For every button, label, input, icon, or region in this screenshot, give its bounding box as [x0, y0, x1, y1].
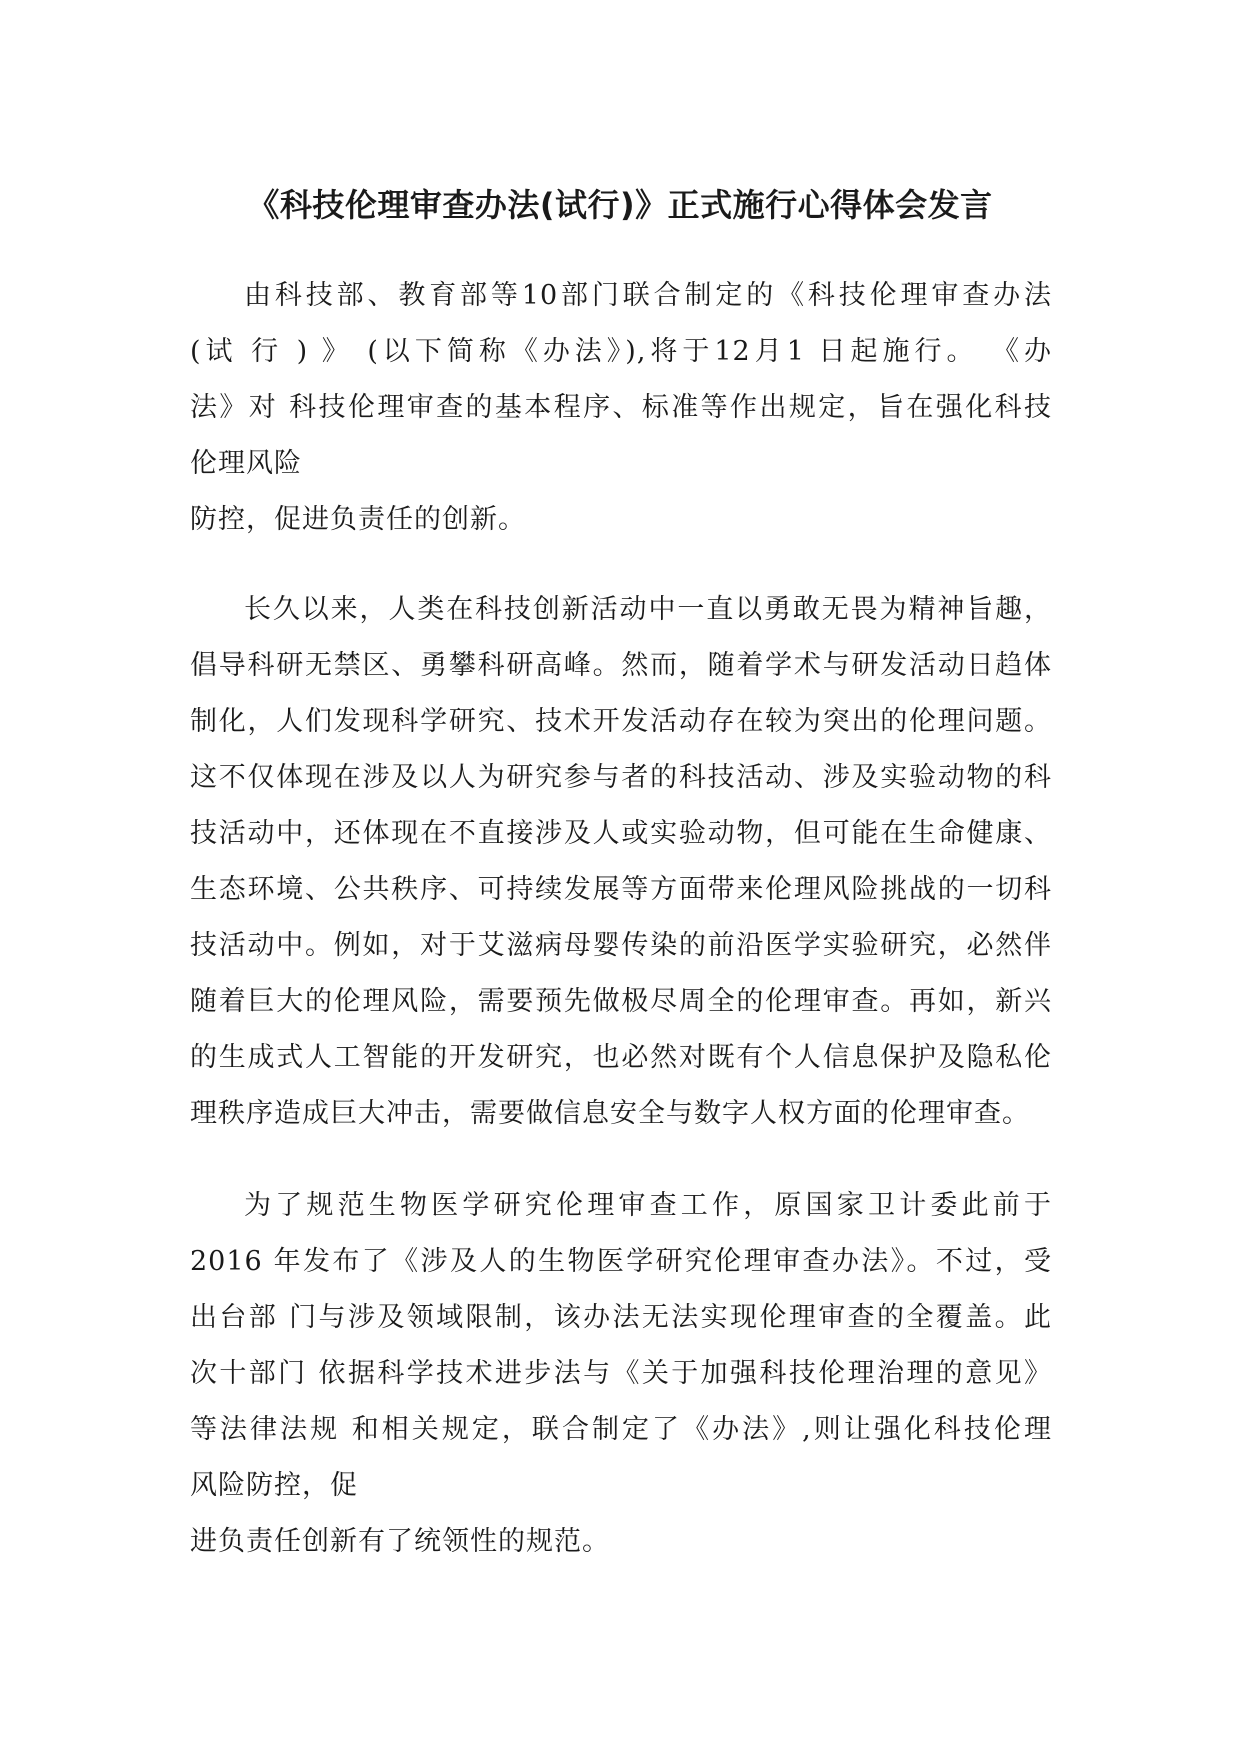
paragraph-2	[190, 582, 1052, 1142]
paragraph-line: 次十部门 依据科学技术进步法与《关于加强科技伦理治理的意见》	[190, 1358, 1052, 1389]
paragraph-line: 理秩序造成巨大冲击，需要做信息安全与数字人权方面的伦理审查。	[190, 1098, 1030, 1129]
paragraph-3	[190, 1178, 1052, 1570]
paragraph-line: 长久以来，人类在科技创新活动中一直以勇敢无畏为精神旨趣，	[244, 594, 1052, 625]
paragraph-line: 进负责任创新有了统领性的规范。	[190, 1526, 610, 1557]
paragraph-line: 法》对 科技伦理审查的基本程序、标准等作出规定，旨在强化科技	[190, 392, 1052, 423]
paragraph-line: 2016 年发布了《涉及人的生物医学研究伦理审查办法》。不过，受	[190, 1246, 1052, 1277]
paragraph-line: 技活动中。例如，对于艾滋病母婴传染的前沿医学实验研究，必然伴	[190, 930, 1052, 961]
paragraph-spacer	[190, 548, 1052, 582]
paragraph-line: 伦理风险	[190, 448, 302, 479]
paragraph-line: 由科技部、教育部等10部门联合制定的《科技伦理审查办法	[244, 280, 1052, 311]
document-body	[190, 268, 1052, 1570]
paragraph-line: 等法律法规 和相关规定，联合制定了《办法》,则让强化科技伦理	[190, 1414, 1052, 1445]
paragraph-line: 防控，促进负责任的创新。	[190, 504, 526, 535]
paragraph-line: 的生成式人工智能的开发研究，也必然对既有个人信息保护及隐私伦	[190, 1042, 1052, 1073]
paragraph-line: (试 行 ) 》 (以下简称《办法》),将于12月1 日起施行。 《办	[190, 336, 1052, 367]
paragraph-line: 随着巨大的伦理风险，需要预先做极尽周全的伦理审查。再如，新兴	[190, 986, 1052, 1017]
paragraph-line: 这不仅体现在涉及以人为研究参与者的科技活动、涉及实验动物的科	[190, 762, 1052, 793]
paragraph-spacer	[190, 1142, 1052, 1178]
paragraph-1	[190, 268, 1052, 548]
paragraph-line: 生态环境、公共秩序、可持续发展等方面带来伦理风险挑战的一切科	[190, 874, 1052, 905]
paragraph-line: 风险防控，促	[190, 1470, 358, 1501]
paragraph-line: 出台部 门与涉及领域限制，该办法无法实现伦理审查的全覆盖。此	[190, 1302, 1052, 1333]
document-title: 《科技伦理审查办法(试行)》正式施行心得体会发言	[247, 186, 993, 224]
paragraph-line: 制化，人们发现科学研究、技术开发活动存在较为突出的伦理问题。	[190, 706, 1052, 737]
paragraph-line: 技活动中，还体现在不直接涉及人或实验动物，但可能在生命健康、	[190, 818, 1052, 849]
paragraph-line: 倡导科研无禁区、勇攀科研高峰。然而，随着学术与研发活动日趋体	[190, 650, 1052, 681]
paragraph-line: 为了规范生物医学研究伦理审查工作，原国家卫计委此前于	[244, 1190, 1052, 1221]
